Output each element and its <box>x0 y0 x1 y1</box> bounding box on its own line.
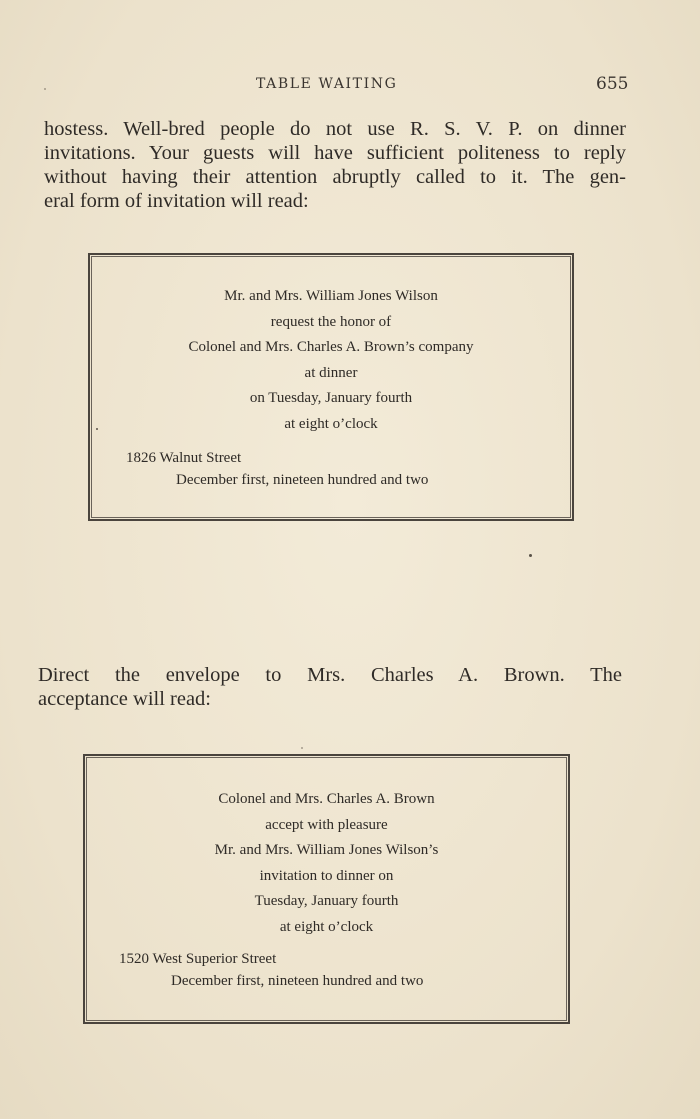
acceptance-date: December first, nineteen hundred and two <box>171 973 424 989</box>
acceptance-line: Colonel and Mrs. Charles A. Brown <box>218 791 435 807</box>
invitation-line: request the honor of <box>270 313 392 330</box>
paragraph-line: hostess. Well-bred people do not use R. S. V. P. on dinner <box>44 118 626 140</box>
body-paragraph-1 <box>44 117 626 213</box>
paper-speck <box>96 428 98 430</box>
invitation-card <box>88 253 574 521</box>
acceptance-text <box>85 787 568 940</box>
invitation-line: Colonel and Mrs. Charles A. Brown’s company <box>188 339 474 355</box>
acceptance-line: Tuesday, January fourth <box>254 893 399 909</box>
invitation-date: December first, nineteen hundred and two <box>176 472 429 488</box>
running-title: TABLE WAITING <box>256 76 398 92</box>
page-header <box>0 76 700 98</box>
invitation-text <box>90 284 572 437</box>
paragraph-line: without having their attention abruptly called to it. The gen- <box>44 166 626 188</box>
paper-speck <box>301 747 303 749</box>
paragraph-line: Direct the envelope to Mrs. Charles A. Brown. The <box>38 664 622 686</box>
acceptance-card <box>83 754 570 1024</box>
body-paragraph-2 <box>38 663 622 711</box>
invitation-line: Mr. and Mrs. William Jones Wilson <box>224 288 438 304</box>
page-number: 655 <box>596 74 629 94</box>
acceptance-line: Mr. and Mrs. William Jones Wilson’s <box>214 842 439 858</box>
paper-speck <box>44 88 46 90</box>
acceptance-address: 1520 West Superior Street <box>119 951 277 967</box>
invitation-address: 1826 Walnut Street <box>126 450 242 466</box>
paragraph-line: eral form of invitation will read: <box>44 190 309 212</box>
acceptance-line: invitation to dinner on <box>259 867 394 884</box>
paragraph-line: invitations. Your guests will have sufficient politeness to reply <box>44 142 626 164</box>
paragraph-line: acceptance will read: <box>38 688 211 710</box>
invitation-line: at dinner <box>304 364 358 381</box>
paper-speck <box>529 554 532 557</box>
acceptance-line: accept with pleasure <box>265 816 388 833</box>
acceptance-line: at eight o’clock <box>279 918 374 935</box>
invitation-line: on Tuesday, January fourth <box>249 390 413 406</box>
invitation-line: at eight o’clock <box>284 415 378 432</box>
